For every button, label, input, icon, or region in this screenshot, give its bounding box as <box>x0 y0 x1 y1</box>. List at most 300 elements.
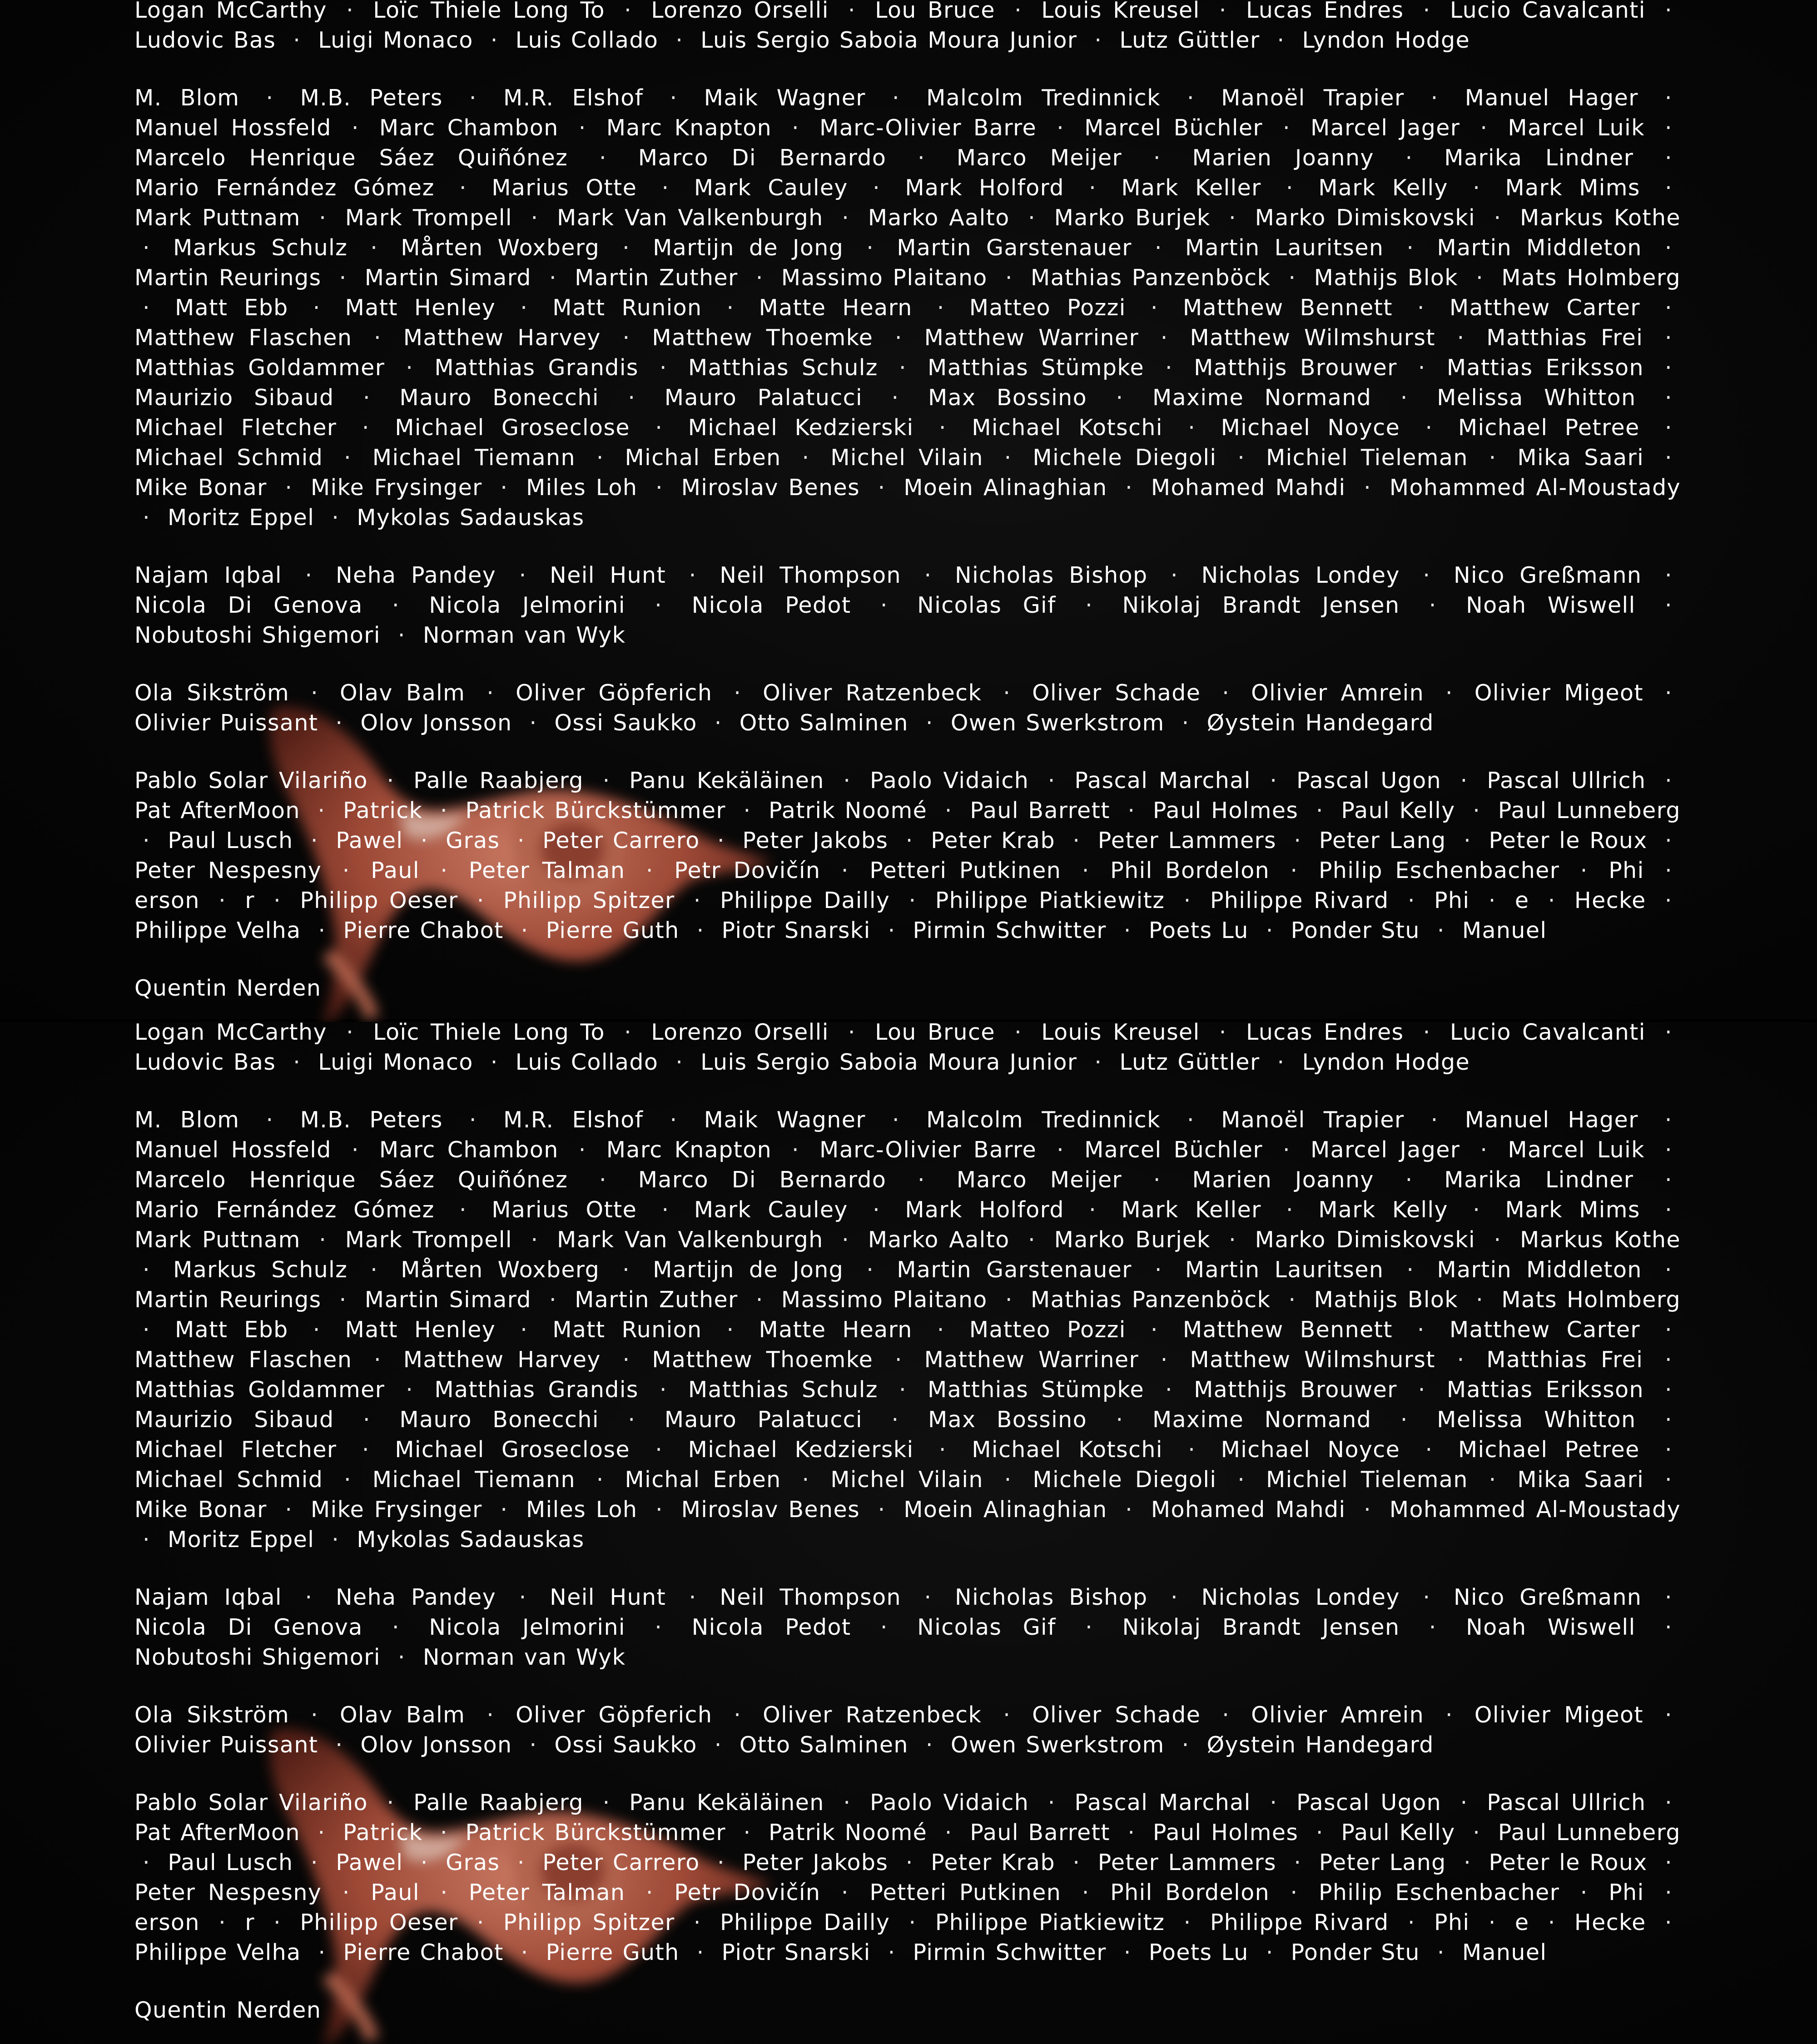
separator-dot: · <box>397 622 406 648</box>
separator-dot: · <box>1165 1377 1173 1403</box>
separator-dot: · <box>1286 175 1294 201</box>
separator-dot: · <box>693 888 701 913</box>
credit-name: Luigi Monaco <box>318 27 473 53</box>
separator-dot: · <box>842 1227 850 1253</box>
credits-paragraph <box>134 766 1681 946</box>
separator-dot: · <box>1665 1790 1673 1816</box>
separator-dot: · <box>1153 1167 1161 1193</box>
separator-dot: · <box>655 592 663 618</box>
credit-name: Louis Kreusel <box>1041 1022 1200 1045</box>
credit-name: Oliver Schade <box>1032 1702 1201 1728</box>
credit-name: Quentin Nerden <box>134 1997 322 2023</box>
separator-dot: · <box>521 918 529 943</box>
separator-dot: · <box>602 1790 611 1816</box>
separator-dot: · <box>1664 1257 1673 1283</box>
credit-name: Philipp Oeser <box>300 888 458 913</box>
credit-name: Paul Lunneberg <box>1498 798 1681 824</box>
separator-dot: · <box>1429 592 1437 618</box>
credit-name: Nobutoshi Shigemori <box>134 622 381 648</box>
separator-dot: · <box>908 1910 917 1935</box>
separator-dot: · <box>1665 1880 1673 1905</box>
credit-name: M. Blom <box>134 1107 240 1133</box>
credit-name: Matthias Schulz <box>688 355 878 381</box>
separator-dot: · <box>1473 175 1481 201</box>
separator-dot: · <box>1488 888 1496 913</box>
credit-name: Lyndon Hodge <box>1302 1049 1470 1075</box>
credit-name: Marko Dimiskovski <box>1255 1227 1475 1253</box>
separator-dot: · <box>880 592 888 618</box>
separator-dot: · <box>1488 1910 1496 1935</box>
credit-name: Peter Lang <box>1319 828 1446 853</box>
credit-name: Philippe Dailly <box>720 888 890 913</box>
separator-dot: · <box>143 505 150 531</box>
credit-name: Panu Kekäläinen <box>629 768 824 794</box>
credit-name: Peter Krab <box>931 1850 1055 1875</box>
separator-dot: · <box>602 768 611 794</box>
credit-name: Luigi Monaco <box>318 1049 473 1075</box>
credit-name: Mark Kelly <box>1318 1197 1448 1223</box>
credit-name: Mark Trompell <box>345 1227 512 1253</box>
separator-dot: · <box>1082 858 1090 883</box>
credit-name: M.R. Elshof <box>503 1107 644 1133</box>
credit-name: Michael Fletcher <box>134 1437 337 1463</box>
credit-name: Lou Bruce <box>875 1022 995 1045</box>
credit-name: Miles Loh <box>526 1497 638 1523</box>
separator-dot: · <box>392 1614 400 1640</box>
credit-name: Matthew Warriner <box>924 325 1139 351</box>
credit-name: Mark Trompell <box>345 205 512 231</box>
credit-name: Oliver Ratzenbeck <box>763 680 982 706</box>
credits-frame-bottom <box>0 1022 1817 2044</box>
credit-name: Martin Garstenauer <box>897 235 1132 261</box>
separator-dot: · <box>866 1257 874 1283</box>
separator-dot: · <box>1219 0 1227 23</box>
separator-dot: · <box>714 710 722 736</box>
separator-dot: · <box>670 1107 678 1133</box>
credit-name: Nicola Pedot <box>691 1614 851 1640</box>
credit-name: Matthijs Brouwer <box>1194 1377 1397 1403</box>
credit-name: Mike Frysinger <box>310 475 482 501</box>
separator-dot: · <box>143 1317 150 1343</box>
credit-name: Philippe Rivard <box>1210 888 1389 913</box>
separator-dot: · <box>743 798 751 824</box>
separator-dot: · <box>734 1702 742 1728</box>
separator-dot: · <box>1229 1227 1237 1253</box>
credit-name: Mark Van Valkenburgh <box>556 205 824 231</box>
separator-dot: · <box>1057 1137 1065 1163</box>
credit-name: Phi <box>1608 858 1644 883</box>
separator-dot: · <box>1160 325 1168 351</box>
separator-dot: · <box>392 592 400 618</box>
credit-name: erson <box>134 888 200 913</box>
credit-name: Mark Cauley <box>694 1197 848 1223</box>
separator-dot: · <box>918 1167 926 1193</box>
separator-dot: · <box>655 1497 663 1523</box>
separator-dot: · <box>717 1850 725 1875</box>
credit-name: Paolo Vidaich <box>870 1790 1029 1816</box>
credit-name: Miles Loh <box>526 475 638 501</box>
separator-dot: · <box>1028 1227 1036 1253</box>
credit-name: Marc-Olivier Barre <box>819 1137 1037 1163</box>
credit-name: Martin Zuther <box>575 265 738 291</box>
credit-name: Michael Kotschi <box>972 415 1163 441</box>
separator-dot: · <box>1123 1940 1132 1965</box>
credit-name: Manuel Hager <box>1465 85 1638 111</box>
separator-dot: · <box>346 1022 354 1045</box>
separator-dot: · <box>477 1910 485 1935</box>
credit-name: Martin Middleton <box>1437 1257 1642 1283</box>
separator-dot: · <box>549 1287 557 1313</box>
credit-name: e <box>1514 888 1529 913</box>
separator-dot: · <box>1005 1287 1013 1313</box>
separator-dot: · <box>1664 1347 1673 1373</box>
credit-name: Martin Lauritsen <box>1185 235 1384 261</box>
credit-name: Matte Hearn <box>759 1317 913 1343</box>
separator-dot: · <box>655 1437 663 1463</box>
separator-dot: · <box>406 355 414 381</box>
separator-dot: · <box>310 828 318 853</box>
separator-dot: · <box>1288 1287 1296 1313</box>
credit-name: M.B. Peters <box>300 85 443 111</box>
separator-dot: · <box>1665 385 1673 411</box>
credit-name: Mykolas Sadauskas <box>357 505 585 531</box>
separator-dot: · <box>1460 1790 1468 1816</box>
separator-dot: · <box>622 1347 630 1373</box>
credit-name: Manuel <box>1462 1940 1547 1965</box>
separator-dot: · <box>1664 295 1673 321</box>
separator-dot: · <box>848 0 856 23</box>
credit-name: Ossi Saukko <box>554 1732 697 1758</box>
separator-dot: · <box>714 1732 722 1758</box>
credit-name: Ludovic Bas <box>134 27 276 53</box>
credit-name: Mohamed Mahdi <box>1151 1497 1346 1523</box>
separator-dot: · <box>1288 265 1296 291</box>
credit-name: Lyndon Hodge <box>1302 27 1470 53</box>
credit-name: Pascal Ugon <box>1296 1790 1442 1816</box>
credit-name: Philippe Velha <box>134 918 301 943</box>
credit-name: Nicola Jelmorini <box>429 592 626 618</box>
credit-name: Nobutoshi Shigemori <box>134 1644 381 1670</box>
separator-dot: · <box>717 828 725 853</box>
separator-dot: · <box>1476 1287 1484 1313</box>
credit-name: Nicholas Londey <box>1201 562 1400 588</box>
credit-name: Michiel Tieleman <box>1266 445 1468 471</box>
credit-name: Olav Balm <box>339 1702 466 1728</box>
separator-dot: · <box>655 1614 663 1640</box>
credit-name: Michael Kedzierski <box>688 1437 914 1463</box>
separator-dot: · <box>305 1584 313 1610</box>
credit-name: Olov Jonsson <box>360 710 512 736</box>
separator-dot: · <box>792 1137 800 1163</box>
separator-dot: · <box>1665 1197 1673 1223</box>
separator-dot: · <box>1405 1167 1413 1193</box>
separator-dot: · <box>1123 918 1132 943</box>
credit-name: Quentin Nerden <box>134 975 322 1001</box>
credit-name: Mika Saari <box>1517 445 1644 471</box>
separator-dot: · <box>1183 1910 1191 1935</box>
separator-dot: · <box>1407 888 1415 913</box>
separator-dot: · <box>726 295 735 321</box>
credit-name: Luis Sergio Saboia Moura Junior <box>700 1049 1077 1075</box>
credit-name: Neha Pandey <box>335 562 496 588</box>
credit-name: Olivier Migeot <box>1474 1702 1644 1728</box>
credit-name: Maxime Normand <box>1152 385 1372 411</box>
credit-name: Mike Bonar <box>134 1497 267 1523</box>
credit-name: Petteri Putkinen <box>869 858 1062 883</box>
credit-name: Matthew Wilmshurst <box>1190 325 1435 351</box>
separator-dot: · <box>1664 1702 1673 1728</box>
separator-dot: · <box>1664 562 1673 588</box>
separator-dot: · <box>531 1227 539 1253</box>
separator-dot: · <box>1057 115 1065 141</box>
credit-name: Marc Chambon <box>379 1137 559 1163</box>
credit-name: Pierre Guth <box>546 1940 680 1965</box>
credit-name: Matthew Bennett <box>1182 295 1393 321</box>
separator-dot: · <box>1072 1850 1081 1875</box>
separator-dot: · <box>891 1407 899 1433</box>
credit-name: Melissa Whitton <box>1437 385 1636 411</box>
credit-name: Philippe Piatkiewitz <box>935 888 1165 913</box>
credit-name: Pascal Marchal <box>1074 1790 1251 1816</box>
credit-name: Martin Zuther <box>575 1287 738 1313</box>
separator-dot: · <box>143 828 150 853</box>
credit-name: Pat AfterMoon <box>134 798 300 824</box>
separator-dot: · <box>944 1820 953 1846</box>
credit-name: erson <box>134 1910 200 1935</box>
credit-name: Philip Eschenbacher <box>1318 1880 1560 1905</box>
separator-dot: · <box>346 0 354 23</box>
credit-name: Mårten Woxberg <box>401 1257 600 1283</box>
credit-name: Marco Di Bernardo <box>638 1167 887 1193</box>
credit-name: Manuel Hager <box>1465 1107 1638 1133</box>
credit-name: Paolo Vidaich <box>870 768 1029 794</box>
separator-dot: · <box>273 888 282 913</box>
separator-dot: · <box>1400 385 1408 411</box>
credit-name: Nicholas Bishop <box>955 1584 1148 1610</box>
separator-dot: · <box>802 445 810 471</box>
credit-name: Michael Tiemann <box>372 1467 576 1493</box>
credit-name: Matthew Thoemke <box>652 1347 874 1373</box>
credit-name: Mats Holmberg <box>1501 1287 1681 1313</box>
credit-name: Lutz Güttler <box>1119 27 1260 53</box>
credit-name: Mathijs Blok <box>1314 1287 1458 1313</box>
credit-name: Otto Salminen <box>739 1732 908 1758</box>
credit-name: Patrick Bürckstümmer <box>465 798 726 824</box>
separator-dot: · <box>645 858 654 883</box>
credit-name: Oliver Schade <box>1032 680 1201 706</box>
credit-name: Matthijs Brouwer <box>1194 355 1397 381</box>
credit-name: Markus Schulz <box>173 1257 348 1283</box>
credit-name: Olivier Amrein <box>1251 1702 1425 1728</box>
separator-dot: · <box>285 1497 293 1523</box>
credit-name: Poets Lu <box>1148 1940 1249 1965</box>
separator-dot: · <box>1183 888 1191 913</box>
separator-dot: · <box>1219 1022 1227 1045</box>
separator-dot: · <box>311 680 319 706</box>
separator-dot: · <box>351 115 359 141</box>
separator-dot: · <box>894 1347 903 1373</box>
separator-dot: · <box>397 1644 406 1670</box>
separator-dot: · <box>1407 1910 1415 1935</box>
credit-name: Ola Sikström <box>134 680 290 706</box>
credit-name: Michael Schmid <box>134 445 323 471</box>
separator-dot: · <box>1430 85 1439 111</box>
separator-dot: · <box>1150 295 1158 321</box>
separator-dot: · <box>293 1049 301 1075</box>
credit-name: Michael Petree <box>1458 415 1640 441</box>
credit-name: Nicola Pedot <box>691 592 851 618</box>
separator-dot: · <box>266 85 274 111</box>
credit-name: Michael Noyce <box>1221 415 1400 441</box>
separator-dot: · <box>937 1317 945 1343</box>
separator-dot: · <box>406 1377 414 1403</box>
credit-name: Hecke <box>1574 888 1646 913</box>
separator-dot: · <box>218 888 227 913</box>
credit-name: Mark Holford <box>905 1197 1064 1223</box>
separator-dot: · <box>143 1850 150 1875</box>
separator-dot: · <box>1664 592 1673 618</box>
credit-name: Marius Otte <box>491 1197 637 1223</box>
credit-name: Mauro Bonecchi <box>399 1407 599 1433</box>
separator-dot: · <box>873 175 881 201</box>
separator-dot: · <box>734 680 742 706</box>
credit-name: Miroslav Benes <box>681 1497 860 1523</box>
separator-dot: · <box>792 115 800 141</box>
separator-dot: · <box>1222 1702 1230 1728</box>
credit-name: Manuel Hossfeld <box>134 115 332 141</box>
credit-name: Olivier Amrein <box>1251 680 1425 706</box>
credit-name: Matthew Thoemke <box>652 325 874 351</box>
separator-dot: · <box>305 562 313 588</box>
separator-dot: · <box>1664 1584 1673 1610</box>
credit-name: Panu Kekäläinen <box>629 1790 824 1816</box>
credit-name: Mark Holford <box>905 175 1064 201</box>
separator-dot: · <box>1286 1197 1294 1223</box>
credits-paragraph <box>134 678 1681 738</box>
separator-dot: · <box>1664 1910 1673 1935</box>
separator-dot: · <box>1548 888 1556 913</box>
separator-dot: · <box>892 85 900 111</box>
credit-name: Loïc Thiele Long To <box>373 0 605 23</box>
separator-dot: · <box>1154 235 1162 261</box>
separator-dot: · <box>362 1407 371 1433</box>
separator-dot: · <box>878 475 886 501</box>
separator-dot: · <box>624 1022 632 1045</box>
credit-name: Peter Lang <box>1319 1850 1446 1875</box>
separator-dot: · <box>924 562 932 588</box>
credit-name: Patrick <box>343 1820 423 1846</box>
credit-name: Mårten Woxberg <box>401 235 600 261</box>
credit-name: Luis Sergio Saboia Moura Junior <box>700 27 1077 53</box>
separator-dot: · <box>387 1790 395 1816</box>
credit-name: Manuel Hossfeld <box>134 1137 332 1163</box>
credit-name: Olivier Migeot <box>1474 680 1644 706</box>
credit-name: Lou Bruce <box>875 0 995 23</box>
credit-name: Nikolaj Brandt Jensen <box>1122 592 1400 618</box>
separator-dot: · <box>622 325 630 351</box>
separator-dot: · <box>319 1227 327 1253</box>
credit-name: Hecke <box>1574 1910 1646 1935</box>
separator-dot: · <box>1160 1347 1168 1373</box>
separator-dot: · <box>1028 205 1036 231</box>
credit-name: Lorenzo Orselli <box>651 0 829 23</box>
credit-name: r <box>245 1910 255 1935</box>
credit-name: Matthias Stümpke <box>928 1377 1144 1403</box>
credit-name: Luis Collado <box>515 1049 659 1075</box>
separator-dot: · <box>1116 385 1124 411</box>
separator-dot: · <box>1187 85 1195 111</box>
credit-name: Olov Jonsson <box>360 1732 512 1758</box>
separator-dot: · <box>696 918 705 943</box>
credit-name: Mario Fernández Gómez <box>134 1197 435 1223</box>
separator-dot: · <box>143 295 150 321</box>
credit-name: Matt Ebb <box>174 295 288 321</box>
separator-dot: · <box>1473 1820 1481 1846</box>
credit-name: Marcel Luik <box>1508 1137 1645 1163</box>
credit-name: Martin Lauritsen <box>1185 1257 1384 1283</box>
separator-dot: · <box>1014 1022 1023 1045</box>
separator-dot: · <box>1290 1880 1298 1905</box>
separator-dot: · <box>500 475 508 501</box>
credit-name: Mohamed Mahdi <box>1151 475 1346 501</box>
separator-dot: · <box>1664 115 1673 141</box>
credit-name: Michael Groseclose <box>395 415 630 441</box>
separator-dot: · <box>374 1347 382 1373</box>
separator-dot: · <box>1665 1850 1673 1875</box>
credit-name: Matt Ebb <box>174 1317 288 1343</box>
separator-dot: · <box>490 27 498 53</box>
separator-dot: · <box>1494 205 1502 231</box>
credit-name: Martin Simard <box>364 265 531 291</box>
credit-name: Paul Lusch <box>168 828 293 853</box>
credit-name: Palle Raabjerg <box>413 1790 584 1816</box>
separator-dot: · <box>339 265 347 291</box>
credit-name: Najam Iqbal <box>134 1584 282 1610</box>
separator-dot: · <box>755 265 764 291</box>
credit-name: Matthew Harvey <box>403 325 601 351</box>
credit-name: Peter Talman <box>468 858 626 883</box>
credit-name: Maik Wagner <box>704 1107 866 1133</box>
credit-name: Paul Kelly <box>1341 1820 1455 1846</box>
credits-paragraph <box>134 1022 1681 1077</box>
credit-name: Marco Meijer <box>956 145 1122 171</box>
credit-name: Matteo Pozzi <box>969 295 1126 321</box>
credit-name: Mark Cauley <box>694 175 848 201</box>
separator-dot: · <box>880 1614 888 1640</box>
separator-dot: · <box>873 1197 881 1223</box>
separator-dot: · <box>1364 475 1372 501</box>
separator-dot: · <box>1664 325 1673 351</box>
separator-dot: · <box>1237 445 1246 471</box>
credits-paragraph <box>134 1700 1681 1760</box>
separator-dot: · <box>370 1257 378 1283</box>
separator-dot: · <box>477 888 485 913</box>
credit-name: Olav Balm <box>339 680 466 706</box>
credit-name: Petteri Putkinen <box>869 1880 1062 1905</box>
credit-name: Michal Erben <box>625 1467 781 1493</box>
separator-dot: · <box>661 1197 670 1223</box>
separator-dot: · <box>938 415 947 441</box>
separator-dot: · <box>1418 1377 1426 1403</box>
credit-name: Palle Raabjerg <box>413 768 584 794</box>
separator-dot: · <box>726 1317 735 1343</box>
separator-dot: · <box>143 235 150 261</box>
credit-name: Mark Keller <box>1121 1197 1261 1223</box>
credit-name: Peter Carrero <box>542 1850 700 1875</box>
separator-dot: · <box>319 205 327 231</box>
credit-name: Michiel Tieleman <box>1266 1467 1468 1493</box>
separator-dot: · <box>924 1584 932 1610</box>
